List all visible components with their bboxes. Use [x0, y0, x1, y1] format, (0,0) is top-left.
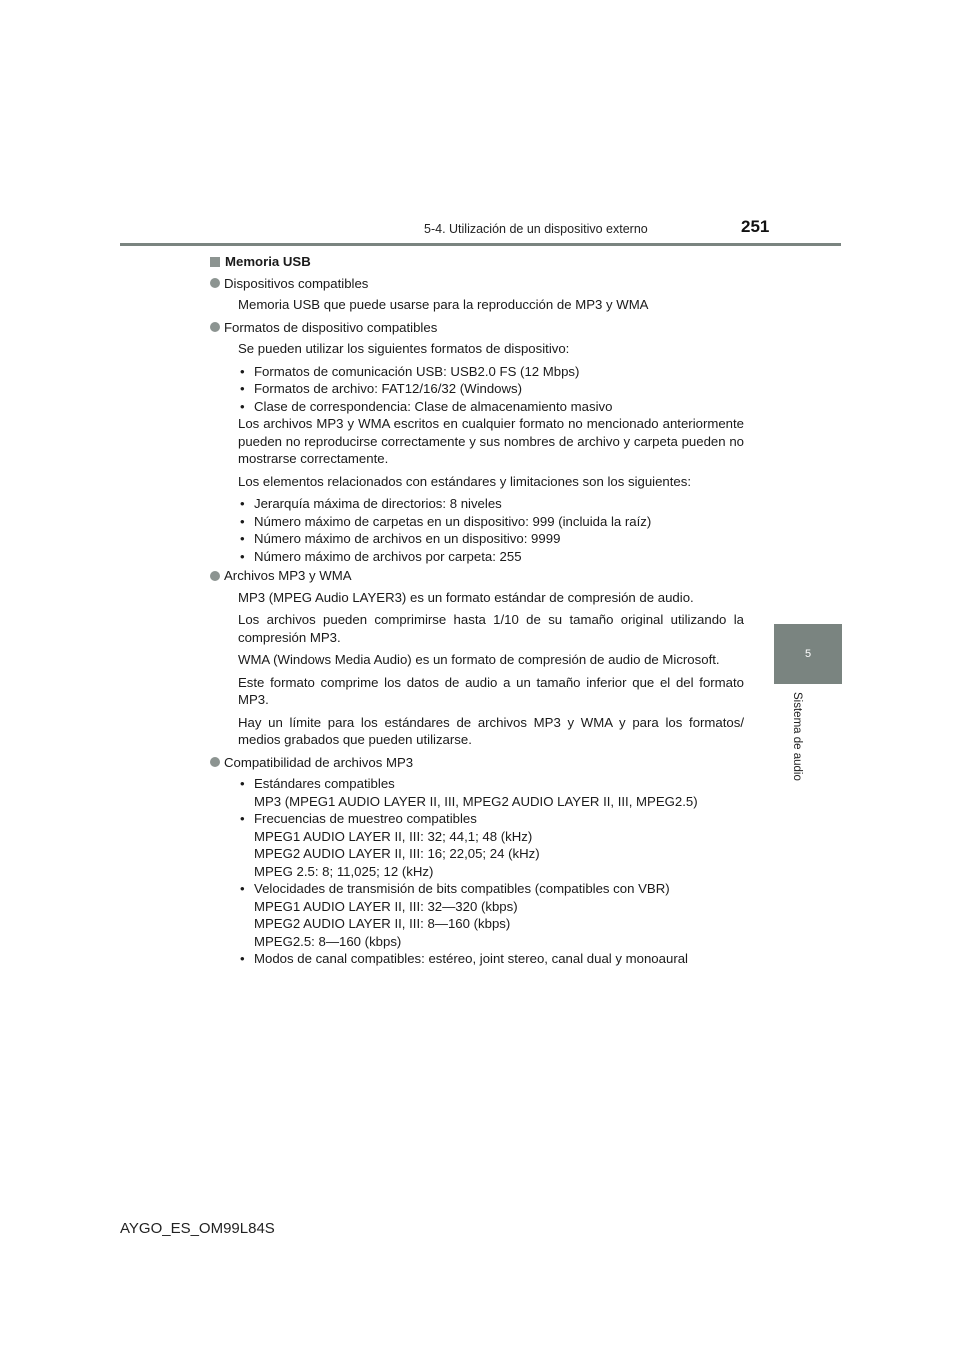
list-item-label: • Frecuencias de muestreo compatibles	[254, 811, 477, 826]
list-item-label: • Velocidades de transmisión de bits compatibles (compatibles con VBR)	[254, 881, 670, 896]
list-item: • Formatos de comunicación USB: USB2.0 FS (12 Mbps)	[238, 363, 744, 381]
list-item: • Jerarquía máxima de directorios: 8 niveles	[238, 495, 744, 513]
circle-bullet-icon	[210, 322, 220, 332]
sub-item: MPEG2 AUDIO LAYER II, III: 8—160 (kbps)	[254, 916, 511, 931]
paragraph: Los archivos pueden comprimirse hasta 1/10 de su tamaño original utilizando la compresión MP3.	[238, 612, 744, 645]
list-item-label: • Modos de canal compatibles: estéreo, joint stereo, canal dual y monoaural	[254, 951, 688, 966]
paragraph: MP3 (MPEG Audio LAYER3) es un formato estándar de compresión de audio.	[238, 589, 694, 605]
list-item	[238, 775, 744, 810]
paragraph: Memoria USB que puede usarse para la reproducción de MP3 y WMA	[238, 297, 649, 312]
header-divider	[120, 243, 841, 246]
sub-item: MP3 (MPEG1 AUDIO LAYER II, III, MPEG2 AUDIO LAYER II, III, MPEG2.5)	[254, 793, 698, 809]
document-code: AYGO_ES_OM99L84S	[120, 1220, 275, 1237]
sub-item: MPEG2.5: 8—160 (kbps)	[254, 933, 402, 949]
circle-bullet-icon	[210, 757, 220, 767]
bullet-list	[210, 363, 744, 416]
list-item: • Clase de correspondencia: Clase de almacenamiento masivo	[238, 398, 744, 416]
sub-item: MPEG1 AUDIO LAYER II, III: 32—320 (kbps)	[254, 898, 518, 914]
paragraph: WMA (Windows Media Audio) es un formato de compresión de audio de Microsoft.	[238, 652, 720, 667]
circle-bullet-icon	[210, 278, 220, 288]
chapter-label: Sistema de audio	[791, 692, 803, 781]
bullet-list	[210, 775, 744, 968]
subsection-heading-text: Formatos de dispositivo compatibles	[224, 319, 438, 335]
subsection-heading	[210, 567, 744, 585]
list-item: • Número máximo de carpetas en un dispositivo: 999 (incluida la raíz)	[238, 513, 744, 531]
list-item: • Número máximo de archivos por carpeta: 255	[238, 548, 744, 566]
list-item	[238, 950, 744, 968]
list-item: • Número máximo de archivos en un dispositivo: 9999	[238, 530, 744, 548]
chapter-number: 5	[804, 648, 812, 660]
page-number: 251	[741, 217, 770, 236]
list-item	[238, 810, 744, 880]
paragraph: Este formato comprime los datos de audio a un tamaño inferior que el del formato MP3.	[238, 674, 744, 707]
subsection-heading-text: Compatibilidad de archivos MP3	[224, 754, 414, 770]
chapter-tab	[774, 624, 842, 684]
circle-bullet-icon	[210, 571, 220, 581]
sub-list	[254, 793, 744, 811]
sub-item: MPEG 2.5: 8; 11,025; 12 (kHz)	[254, 863, 434, 879]
subsection-heading	[210, 275, 744, 293]
sub-item: MPEG1 AUDIO LAYER II, III: 32; 44,1; 48 (kHz)	[254, 828, 533, 844]
square-bullet-icon	[210, 257, 220, 267]
list-item-label: • Estándares compatibles	[254, 776, 395, 791]
running-header-section: 5-4. Utilización de un dispositivo externo	[424, 222, 648, 236]
subsection-heading-text: Archivos MP3 y WMA	[224, 568, 352, 583]
sub-list	[254, 828, 744, 881]
section-title	[210, 253, 744, 271]
bullet-list	[210, 495, 744, 565]
paragraph: Los elementos relacionados con estándares y limitaciones son los siguientes:	[238, 473, 692, 489]
sub-list	[254, 898, 744, 951]
paragraph: Los archivos MP3 y WMA escritos en cualquier formato no mencionado anteriormente pueden no reproducirse correctamente y sus nombres de archivo y carpeta pueden no mostrarse correctamente.	[238, 416, 744, 466]
subsection-heading	[210, 754, 744, 772]
paragraph: Se pueden utilizar los siguientes formatos de dispositivo:	[238, 341, 570, 356]
page-content	[210, 253, 744, 973]
list-item	[238, 880, 744, 950]
section-title-text: Memoria USB	[225, 254, 311, 269]
sub-item: MPEG2 AUDIO LAYER II, III: 16; 22,05; 24 (kHz)	[254, 846, 540, 861]
subsection-heading	[210, 319, 744, 337]
list-item: • Formatos de archivo: FAT12/16/32 (Windows)	[238, 380, 744, 398]
paragraph: Hay un límite para los estándares de archivos MP3 y WMA y para los formatos/ medios grabados que pueden utilizarse.	[238, 714, 744, 747]
subsection-heading-text: Dispositivos compatibles	[224, 275, 369, 291]
